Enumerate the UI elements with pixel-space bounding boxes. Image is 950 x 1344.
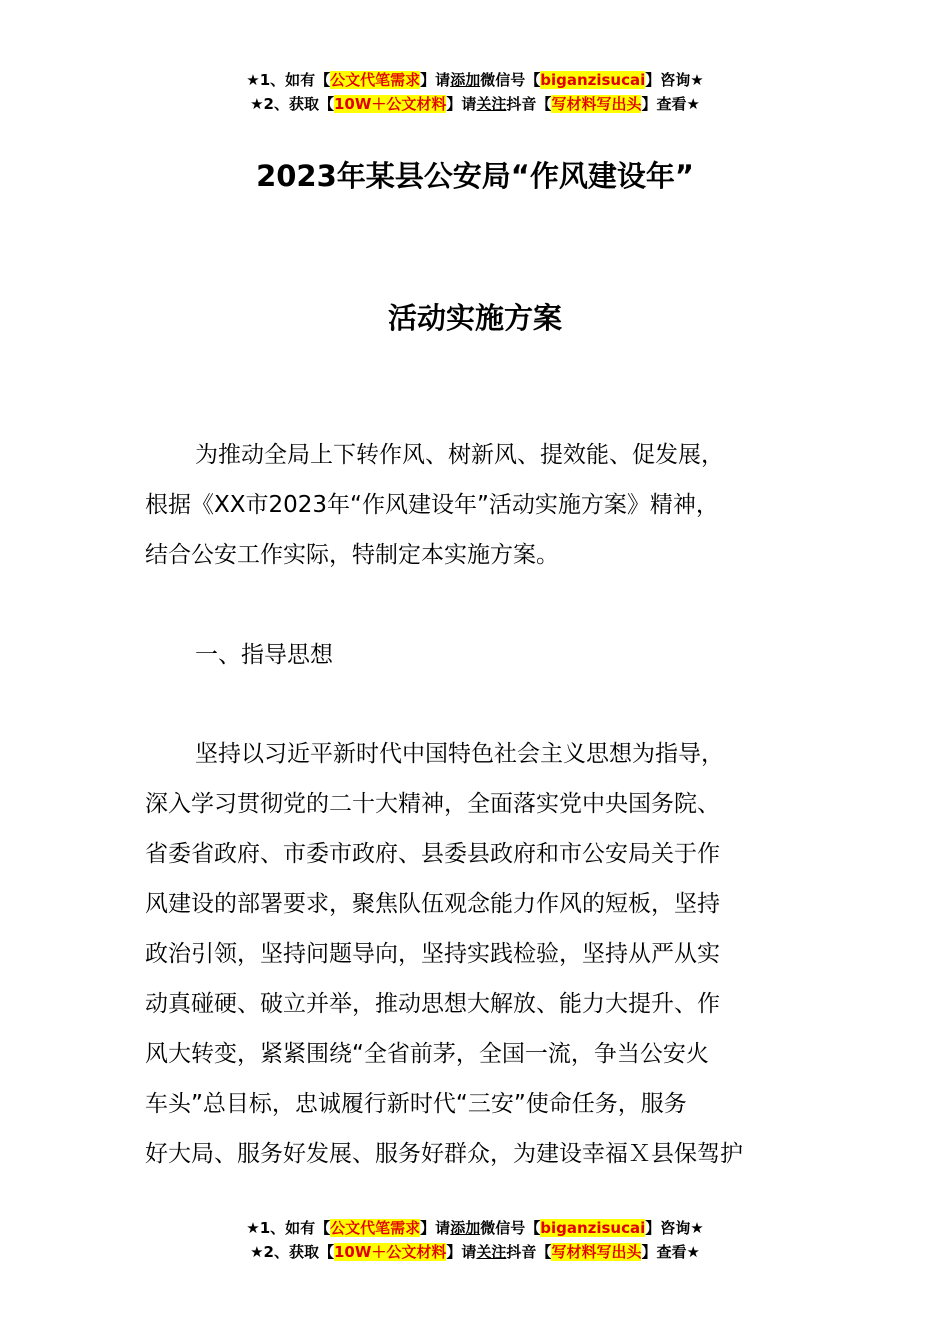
banner-wechat-id: biganzisucai [540,1219,646,1237]
banner-text: 微信号【 [480,71,541,89]
banner-text: 】查看★ [641,95,700,113]
banner-text: ★1、如有【 [246,71,331,89]
banner-underlined: 关注 [476,1243,507,1261]
banner-line-2 [0,92,950,116]
banner-line-1 [0,68,950,92]
banner-text: ★1、如有【 [246,1219,331,1237]
text-line: 根据《XX市2023年“作风建设年”活动实施方案》精神， [145,492,719,518]
banner-text: ★2、获取【 [250,1243,334,1261]
text-line: 风大转变，紧紧围绕“全省前茅，全国一流，争当公安火 [145,1041,709,1067]
banner-text: 】咨询★ [645,1219,704,1237]
text-line: 动真碰硬、破立并举，推动思想大解放、能力大提升、作 [145,991,720,1017]
text-line: 政治引领，坚持问题导向，坚持实践检验，坚持从严从实 [145,941,720,967]
text-line: 车头”总目标，忠诚履行新时代“三安”使命任务，服务 [145,1091,687,1117]
banner-text: 】请 [420,1219,451,1237]
banner-text: ★2、获取【 [250,95,334,113]
banner-wechat-id: biganzisucai [540,71,646,89]
text-line: 坚持以习近平新时代中国特色社会主义思想为指导， [195,741,724,767]
banner-text: 抖音【 [506,95,552,113]
banner-text: 】请 [446,1243,477,1261]
banner-text: 】请 [446,95,477,113]
banner-text: 微信号【 [480,1219,541,1237]
banner-text: 抖音【 [506,1243,552,1261]
bottom-promo-banner [0,1216,950,1264]
text-line: 好大局、服务好发展、服务好群众，为建设幸福Ｘ县保驾护 [145,1141,743,1167]
text-line: 风建设的部署要求，聚焦队伍观念能力作风的短板，坚持 [145,891,720,917]
document-title-line-2: 活动实施方案 [387,301,562,335]
banner-text: 】查看★ [641,1243,700,1261]
text-line: 结合公安工作实际，特制定本实施方案。 [145,542,559,568]
banner-highlight: 公文代笔需求 [330,1219,421,1237]
banner-line-1 [0,1216,950,1240]
banner-line-2 [0,1240,950,1264]
banner-text: 】咨询★ [645,71,704,89]
text-line: 省委省政府、市委市政府、县委县政府和市公安局关于作 [145,841,720,867]
banner-text: 】请 [420,71,451,89]
section-heading-text: 一、指导思想 [195,642,333,668]
banner-highlight: 10W＋公文材料 [333,1243,447,1261]
banner-underlined: 添加 [450,1219,481,1237]
banner-underlined: 添加 [450,71,481,89]
intro-paragraph [145,430,810,580]
banner-underlined: 关注 [476,95,507,113]
document-title-line-1: 2023年某县公安局“作风建设年” [256,159,694,193]
banner-douyin-name: 写材料写出头 [551,95,642,113]
banner-highlight: 公文代笔需求 [330,71,421,89]
text-line: 为推动全局上下转作风、树新风、提效能、促发展， [195,442,724,468]
banner-highlight: 10W＋公文材料 [333,95,447,113]
guiding-thought-paragraph [145,729,810,1179]
banner-douyin-name: 写材料写出头 [551,1243,642,1261]
top-promo-banner [0,68,950,116]
text-line: 深入学习贯彻党的二十大精神，全面落实党中央国务院、 [145,791,720,817]
section-heading [145,630,810,680]
